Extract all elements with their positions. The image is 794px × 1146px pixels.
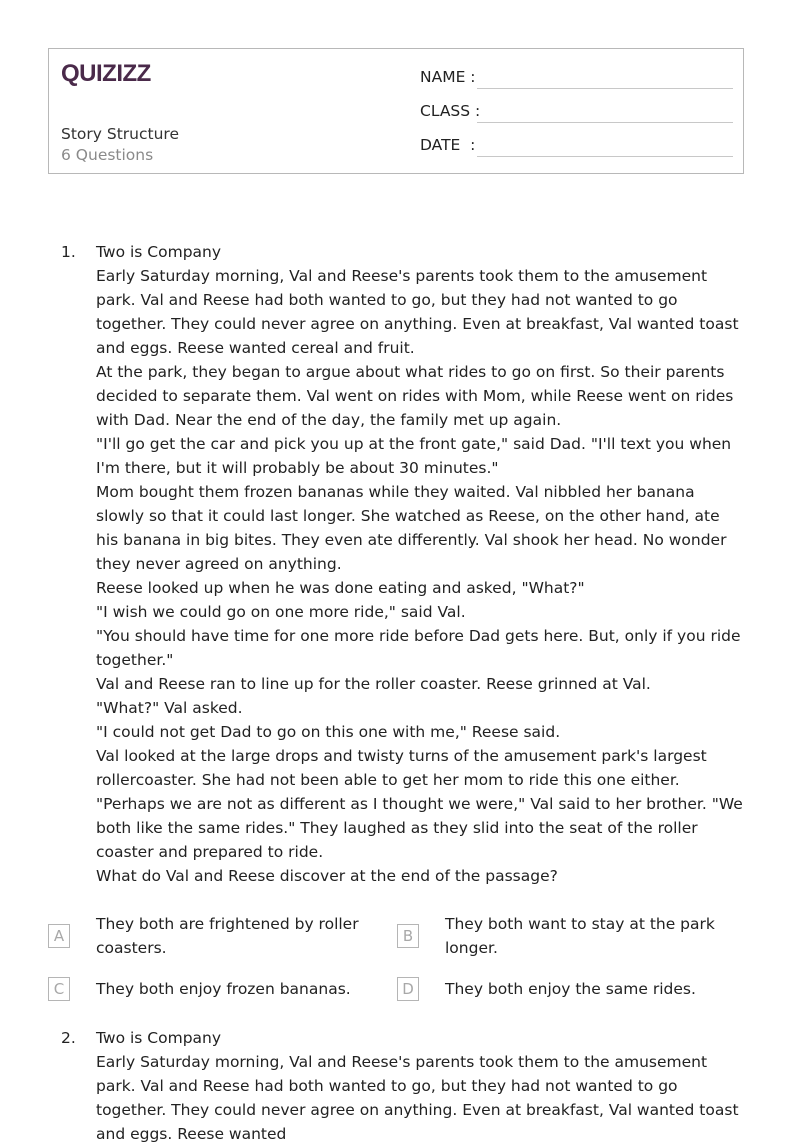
- class-line[interactable]: [477, 122, 733, 123]
- passage-paragraph: "You should have time for one more ride before Dad gets here. But, only if you ride together.": [96, 627, 741, 669]
- quizizz-logo: [61, 59, 153, 87]
- option-c-text[interactable]: They both enjoy frozen bananas.: [96, 980, 351, 998]
- worksheet-title: Story Structure: [61, 125, 179, 143]
- passage-paragraph: Early Saturday morning, Val and Reese's parents took them to the amusement park. Val and Reese had both wanted to go, but they had not wanted to go together. They could never agree on anything. Even at breakfast, Val wanted toast and eggs. Reese wanted: [96, 1053, 739, 1143]
- passage-paragraph: Mom bought them frozen bananas while they waited. Val nibbled her banana slowly so that it could last longer. She watched as Reese, on the other hand, ate his banana in big bites. They even ate differently. Val shook her head. No wonder they never agreed on anything.: [96, 483, 727, 573]
- question-body: [96, 240, 744, 888]
- name-line[interactable]: [477, 88, 733, 89]
- name-label: NAME :: [420, 68, 476, 86]
- option-d-text[interactable]: They both enjoy the same rides.: [445, 980, 696, 998]
- passage-paragraph: "I'll go get the car and pick you up at the front gate," said Dad. "I'll text you when I'm there, but it will probably be about 30 minutes.": [96, 435, 732, 477]
- option-a-text[interactable]: They both are frightened by roller coasters.: [96, 915, 359, 957]
- svg-text:QUIZIZZ: QUIZIZZ: [61, 60, 151, 87]
- passage-title: Two is Company: [96, 243, 222, 261]
- option-d-box[interactable]: D: [397, 977, 419, 1001]
- question-count: 6 Questions: [61, 146, 154, 164]
- option-a-box[interactable]: A: [48, 924, 70, 948]
- option-b-text[interactable]: They both want to stay at the park longer.: [445, 915, 715, 957]
- question-number: 1.: [61, 243, 76, 261]
- passage-paragraph: "I could not get Dad to go on this one with me," Reese said.: [96, 723, 561, 741]
- passage-paragraph: "What?" Val asked.: [96, 699, 243, 717]
- passage-paragraph: "Perhaps we are not as different as I thought we were," Val said to her brother. "We both like the same rides." They laughed as they slid into the seat of the roller coaster and prepared to ride.: [96, 795, 743, 861]
- question-prompt: What do Val and Reese discover at the end of the passage?: [96, 867, 558, 885]
- passage-paragraph: Reese looked up when he was done eating and asked, "What?": [96, 579, 585, 597]
- class-label: CLASS :: [420, 102, 481, 120]
- question-body: [96, 1026, 744, 1146]
- worksheet-header: [48, 48, 744, 174]
- question-number: 2.: [61, 1029, 76, 1047]
- passage-title: Two is Company: [96, 1029, 222, 1047]
- date-line[interactable]: [477, 156, 733, 157]
- option-b-box[interactable]: B: [397, 924, 419, 948]
- date-label: DATE :: [420, 136, 476, 154]
- passage-paragraph: "I wish we could go on one more ride," said Val.: [96, 603, 466, 621]
- passage-paragraph: Val looked at the large drops and twisty turns of the amusement park's largest rollercoaster. She had not been able to get her mom to ride this one either.: [96, 747, 707, 789]
- passage-paragraph: Early Saturday morning, Val and Reese's parents took them to the amusement park. Val and Reese had both wanted to go, but they had not wanted to go together. They could never agree on anything. Even at breakfast, Val wanted toast and eggs. Reese wanted cereal and fruit.: [96, 267, 739, 357]
- passage-paragraph: At the park, they began to argue about what rides to go on first. So their parents decided to separate them. Val went on rides with Mom, while Reese went on rides with Dad. Near the end of the day, the family met up again.: [96, 363, 734, 429]
- passage-paragraph: Val and Reese ran to line up for the roller coaster. Reese grinned at Val.: [96, 675, 651, 693]
- option-c-box[interactable]: C: [48, 977, 70, 1001]
